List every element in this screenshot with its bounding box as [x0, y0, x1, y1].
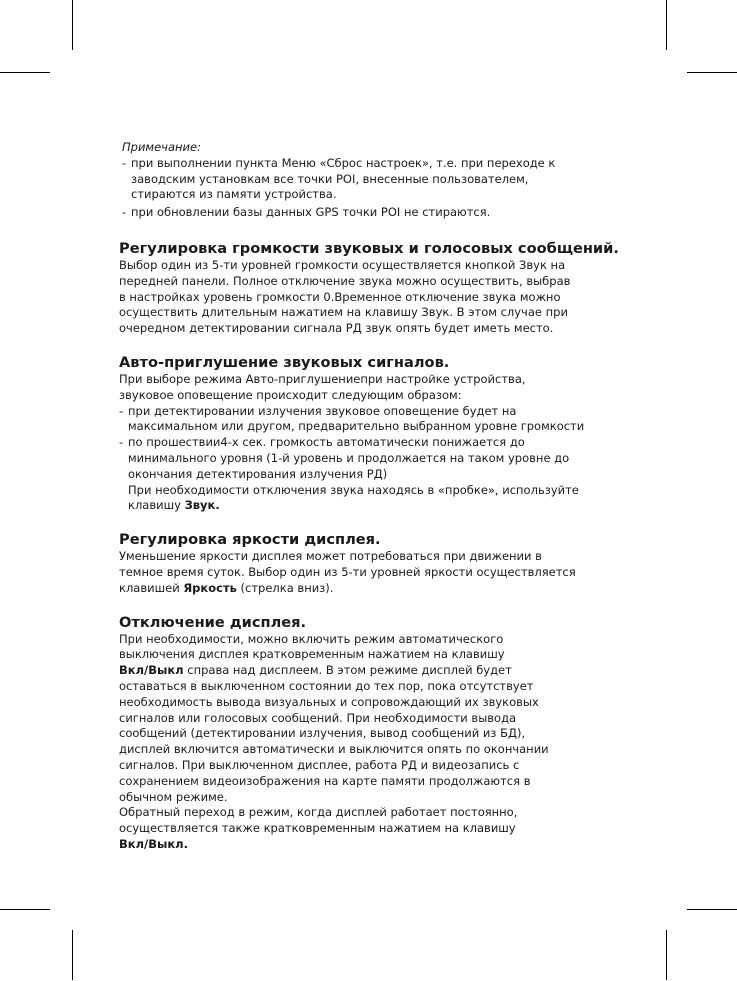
note-item	[122, 156, 609, 203]
list-dash: -	[122, 205, 127, 220]
section-intro	[119, 372, 609, 404]
text-line: дисплей включится автоматически и выключится опять по окончании	[119, 742, 549, 757]
note-block	[119, 140, 609, 221]
text-line: очередном детектировании сигнала РД звук опять будет иметь место.	[119, 321, 554, 336]
crop-mark-bottom-left-vertical	[72, 930, 73, 980]
text-line: сигналов или голосовых сообщений. При необходимости вывода	[119, 710, 517, 725]
section-body	[119, 258, 609, 337]
crop-mark-top-right-horizontal	[687, 72, 737, 73]
list-item-text	[128, 435, 609, 482]
list-dash: -	[122, 155, 127, 170]
note-item	[122, 205, 609, 221]
text-line: при обновлении базы данных GPS точки POI не стираются.	[131, 205, 491, 220]
list-dash: -	[119, 435, 124, 450]
text-fragment: клавишу	[128, 498, 185, 513]
text-line: стираются из памяти устройства.	[131, 187, 337, 202]
text-line: максимальном или другом, предварительно выбранном уровне громкости	[128, 419, 585, 434]
key-name-brightness: Яркость	[183, 580, 237, 595]
text-line: при детектировании излучения звуковое оповещение будет на	[128, 403, 517, 418]
text-line	[128, 498, 609, 514]
text-line: оставаться в выключенном состоянии до тех пор, пока отсутствует	[119, 678, 534, 693]
crop-mark-top-left-horizontal	[0, 72, 50, 73]
text-line: заводским установкам все точки POI, внесенные пользователем,	[131, 171, 529, 186]
document-content	[119, 140, 619, 853]
crop-mark-bottom-right-vertical	[666, 930, 667, 980]
text-line: Уменьшение яркости дисплея может потребоваться при движении в	[119, 549, 542, 564]
text-fragment: справа над дисплеем. В этом режиме дисплей будет	[183, 663, 512, 678]
section-auto-mute	[119, 353, 609, 514]
text-line: При необходимости отключения звука находясь в «пробке», используйте	[128, 482, 579, 497]
text-fragment: (стрелка вниз).	[236, 580, 334, 595]
text-line: При выборе режима Авто-приглушениепри настройке устройства,	[119, 371, 526, 386]
crop-mark-bottom-left-horizontal	[0, 909, 50, 910]
text-line: осуществляется также кратковременным нажатием на клавишу	[119, 821, 516, 836]
text-line: сигналов. При выключенном дисплее, работа РД и видеозапись с	[119, 757, 520, 772]
note-item-text	[131, 156, 609, 203]
text-line: Обратный переход в режим, когда дисплей работает постоянно,	[119, 805, 518, 820]
section-heading: Отключение дисплея.	[119, 613, 307, 631]
crop-mark-top-right-vertical	[666, 0, 667, 50]
text-line: передней панели. Полное отключение звука можно осуществить, выбрав	[119, 273, 571, 288]
section-volume	[119, 239, 619, 337]
key-name-power: Вкл/Выкл	[119, 663, 184, 678]
note-title: Примечание:	[122, 140, 201, 154]
text-line: при выполнении пункта Меню «Сброс настроек», т.е. при переходе к	[131, 155, 556, 170]
list-item-text	[128, 404, 609, 436]
section-brightness	[119, 530, 609, 596]
text-line: темное время суток. Выбор один из 5-ти уровней яркости осуществляется	[119, 564, 576, 579]
text-line	[119, 837, 609, 853]
section-body	[119, 549, 609, 596]
list-dash: -	[119, 403, 124, 418]
note-item-text	[131, 205, 609, 221]
text-line	[119, 581, 609, 597]
text-fragment: клавишей	[119, 580, 184, 595]
crop-mark-top-left-vertical	[72, 0, 73, 50]
text-line: минимального уровня (1-й уровень и продолжается на таком уровне до	[128, 450, 570, 465]
text-line: в настройках уровень громкости 0.Временное отключение звука можно	[119, 289, 561, 304]
text-line: Выбор один из 5-ти уровней громкости осуществляется кнопкой Звук на	[119, 257, 566, 272]
section-heading: Регулировка яркости дисплея.	[119, 531, 381, 549]
section-display-off	[119, 613, 609, 853]
text-line: необходимость вывода визуальных и сопровождающий их звуковых	[119, 694, 539, 709]
list-item	[119, 404, 609, 436]
text-line: окончания детектирования излучения РД)	[128, 466, 388, 481]
text-line: сохранением видеоизображения на карте памяти продолжаются в	[119, 773, 531, 788]
text-line	[119, 663, 609, 679]
section-heading: Регулировка громкости звуковых и голосовых сообщений.	[119, 239, 619, 257]
text-line: выключения дисплея кратковременным нажатием на клавишу	[119, 647, 505, 662]
section-heading: Авто-приглушение звуковых сигналов.	[119, 353, 450, 371]
text-line: сообщений (детектировании излучения, вывод сообщений из БД),	[119, 726, 526, 741]
text-line: звуковое оповещение происходит следующим образом:	[119, 387, 462, 402]
text-line: обычном режиме.	[119, 789, 228, 804]
key-name-sound: Звук.	[184, 498, 220, 513]
crop-mark-bottom-right-horizontal	[687, 909, 737, 910]
text-line: осуществить длительным нажатием на клавишу Звук. В этом случае при	[119, 305, 568, 320]
list-item	[119, 435, 609, 482]
text-line: по прошествии4-х сек. громкость автоматически понижается до	[128, 435, 525, 450]
section-tail	[119, 483, 609, 515]
key-name-power: Вкл/Выкл.	[119, 836, 188, 851]
section-body	[119, 632, 609, 853]
text-line: При необходимости, можно включить режим автоматического	[119, 631, 504, 646]
section-body	[119, 372, 609, 514]
